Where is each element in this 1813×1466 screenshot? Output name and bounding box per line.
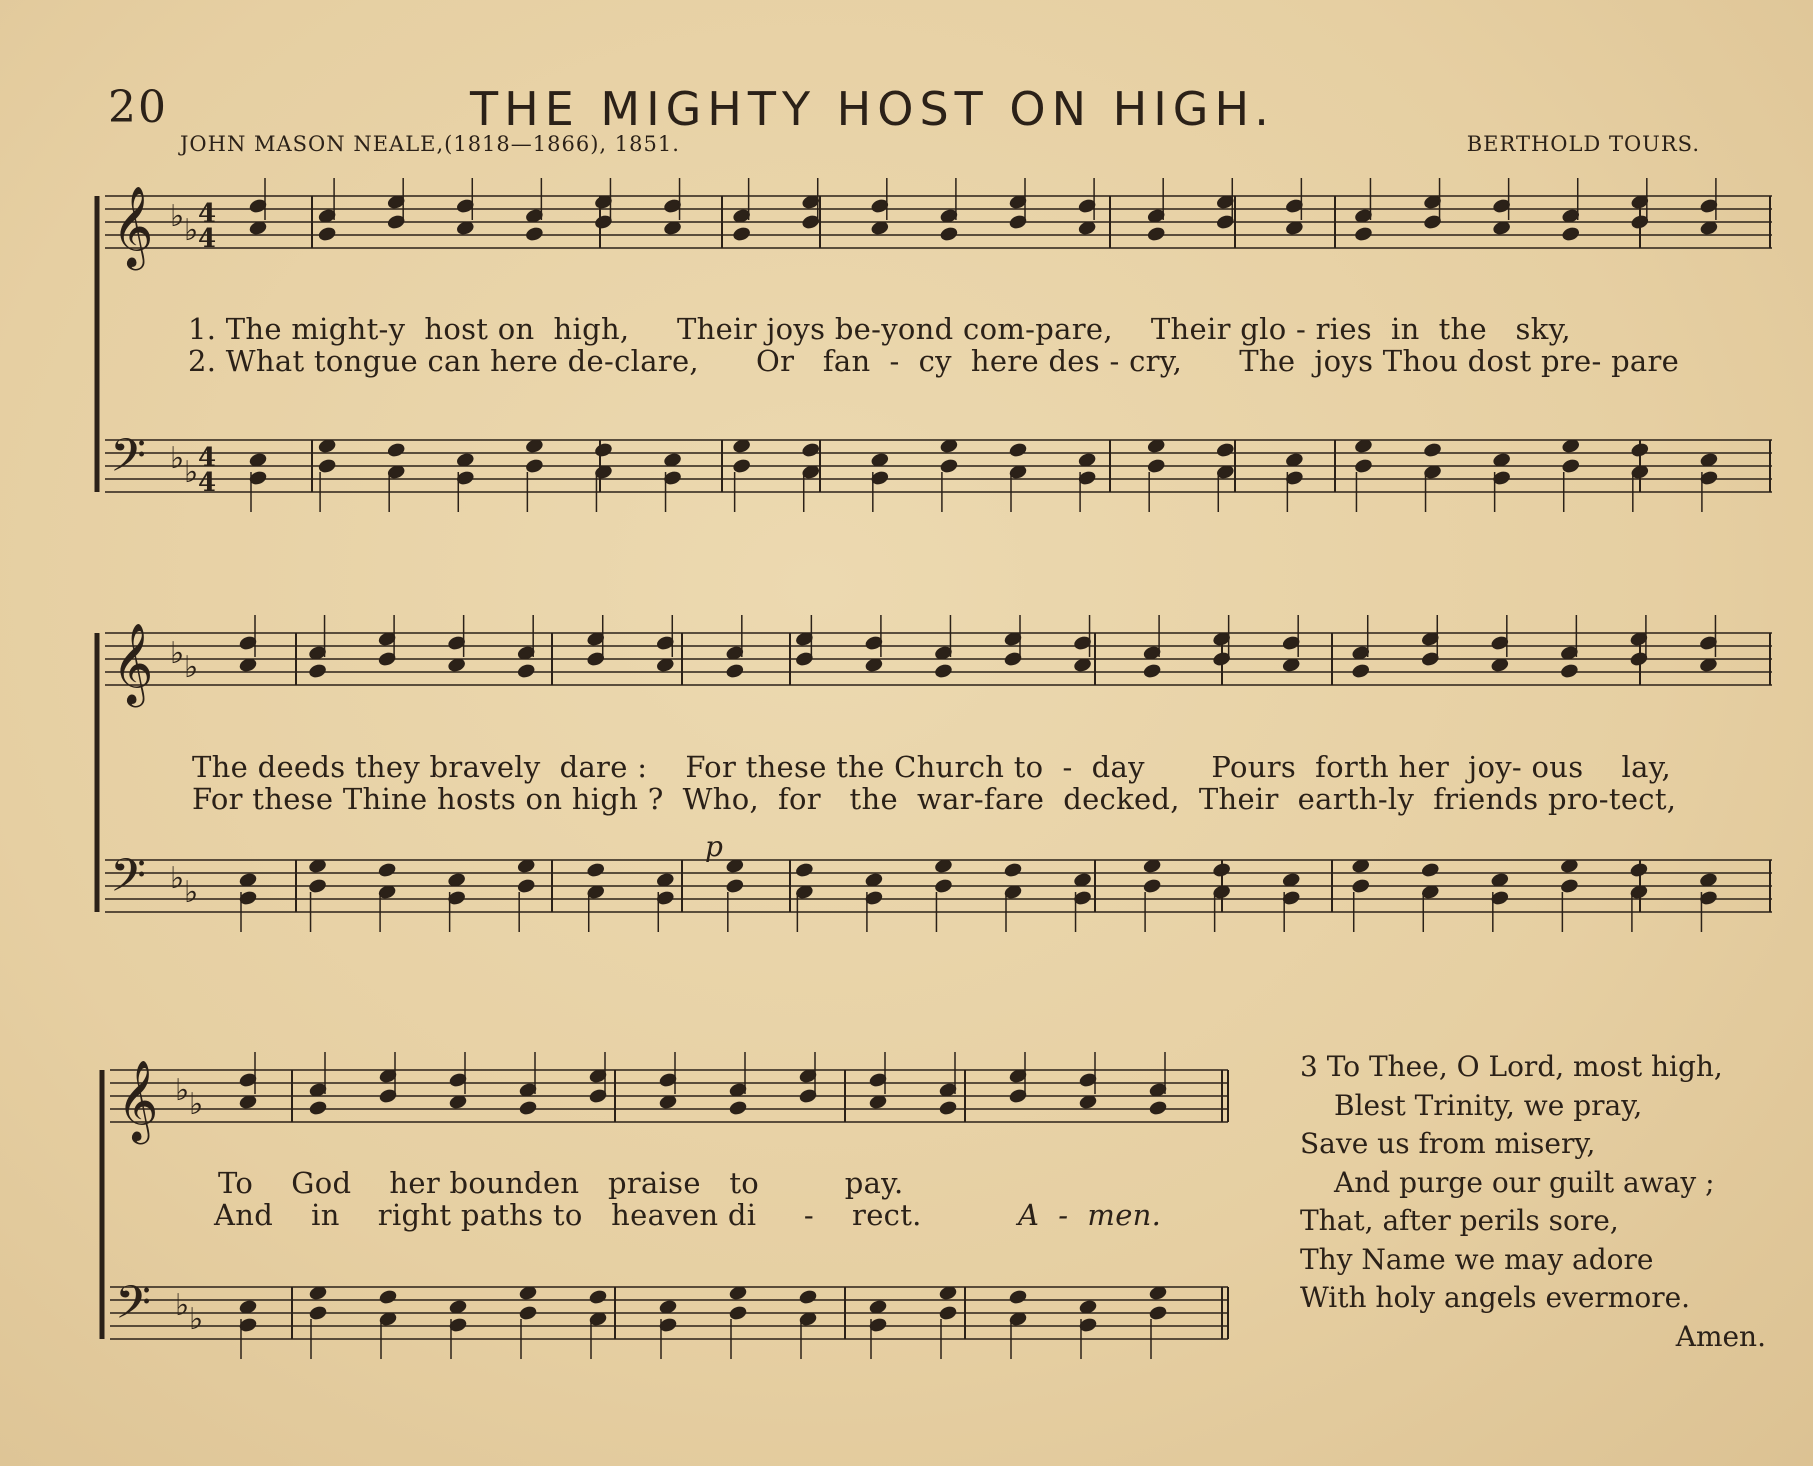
note-head (379, 1289, 398, 1305)
note-head (378, 862, 397, 878)
note-head (1351, 878, 1370, 894)
note-head (1143, 663, 1162, 679)
note-head (729, 1100, 748, 1116)
svg-text:4: 4 (198, 199, 217, 229)
page-number: 20 (108, 82, 168, 133)
verse3-amen: Amen. (1675, 1319, 1766, 1353)
verse3-line: With holy angels evermore. (1300, 1281, 1691, 1314)
note-head (318, 226, 337, 242)
svg-text:♭: ♭ (170, 441, 185, 476)
note-head (1354, 458, 1373, 474)
svg-text:♭: ♭ (175, 1073, 190, 1108)
lyrics-s2-verse1: The deeds they bravely dare : For these the Church to - day Pours forth her joy- ous lay, (192, 750, 1672, 784)
note-head (1561, 226, 1580, 242)
note-head (1351, 663, 1370, 679)
svg-text:𝄢: 𝄢 (115, 1276, 152, 1341)
svg-text:4: 4 (198, 443, 217, 473)
note-head (1560, 663, 1579, 679)
lyrics-s2-verse2: For these Thine hosts on high ? Who, for the war-fare decked, Their earth-ly friends pro-tect, (192, 782, 1677, 816)
note-head (795, 862, 814, 878)
note-head (939, 1305, 958, 1321)
lyrics-s1-verse2: 2. What tongue can here de-clare, Or fan - cy here des - cry, The joys Thou dost pre- pare (188, 344, 1680, 378)
verse3-line: Thy Name we may adore (1300, 1242, 1654, 1276)
composer-credit: BERTHOLD TOURS. (1466, 132, 1700, 156)
note-head (729, 1305, 748, 1321)
svg-text:♭: ♭ (184, 650, 199, 685)
note-head (934, 663, 953, 679)
svg-text:♭: ♭ (175, 1288, 190, 1323)
note-head (1147, 226, 1166, 242)
verse3-line: That, after perils sore, (1300, 1204, 1619, 1237)
system-1-treble-staff (105, 196, 1772, 248)
lyrics-s1-verse1: 1. The might-y host on high, Their joys be-yond com-pare, Their glo - ries in the sky, (188, 312, 1571, 346)
note-head (1143, 878, 1162, 894)
lyrics-s3-verse1: To God her bounden praise to pay. (218, 1166, 904, 1200)
note-head (1147, 458, 1166, 474)
note-head (1560, 878, 1579, 894)
note-head (1354, 226, 1373, 242)
verse3-line: And purge our guilt away ; (1334, 1165, 1715, 1199)
verse-3 (1300, 1048, 1766, 1356)
svg-text:♭: ♭ (189, 1302, 204, 1337)
note-head (732, 226, 751, 242)
note-head (934, 878, 953, 894)
svg-text:4: 4 (198, 224, 217, 254)
author-credit: JOHN MASON NEALE,(1818—1866), 1851. (180, 132, 680, 156)
note-head (1149, 1100, 1168, 1116)
dynamic-marking: p (705, 830, 724, 863)
svg-text:4: 4 (198, 468, 217, 498)
note-head (519, 1305, 538, 1321)
note-head (1009, 1289, 1028, 1305)
note-head (586, 862, 605, 878)
svg-text:♭: ♭ (170, 861, 185, 896)
svg-text:𝄢: 𝄢 (110, 429, 147, 494)
lyrics-s3-verse2: And in right paths to heaven di - rect. (214, 1198, 922, 1232)
svg-text:♭: ♭ (184, 455, 199, 490)
note-head (725, 878, 744, 894)
verse3-line: Save us from misery, (1300, 1127, 1596, 1160)
svg-text:♭: ♭ (170, 199, 185, 234)
note-head (1216, 442, 1235, 458)
note-head (940, 458, 959, 474)
svg-text:♭: ♭ (189, 1087, 204, 1122)
note-head (525, 226, 544, 242)
note-head (1423, 442, 1442, 458)
svg-text:♭: ♭ (170, 636, 185, 671)
verse3-line: Blest Trinity, we pray, (1334, 1088, 1643, 1122)
note-head (1630, 442, 1649, 458)
system-2-treble-staff (105, 633, 1772, 685)
note-head (1149, 1305, 1168, 1321)
note-head (939, 1100, 958, 1116)
note-head (517, 878, 536, 894)
note-head (589, 1289, 608, 1305)
svg-text:𝄞: 𝄞 (117, 1059, 159, 1141)
system-3-bass-staff (110, 1287, 1228, 1339)
note-head (940, 226, 959, 242)
note-head (519, 1100, 538, 1116)
note-head (387, 442, 406, 458)
svg-text:𝄢: 𝄢 (110, 849, 147, 914)
note-head (1421, 862, 1440, 878)
note-head (799, 1289, 818, 1305)
note-head (1212, 862, 1231, 878)
note-head (801, 442, 820, 458)
note-head (594, 442, 613, 458)
svg-text:𝄞: 𝄞 (112, 622, 154, 704)
note-head (1630, 862, 1649, 878)
note-head (525, 458, 544, 474)
svg-text:♭: ♭ (184, 875, 199, 910)
note-head (1004, 862, 1023, 878)
note-head (517, 663, 536, 679)
note-head (725, 663, 744, 679)
svg-text:𝄞: 𝄞 (112, 185, 154, 267)
note-head (318, 458, 337, 474)
svg-text:♭: ♭ (184, 213, 199, 248)
note-head (308, 663, 327, 679)
note-head (1561, 458, 1580, 474)
system-1-bass-staff (105, 440, 1772, 492)
amen-lyric: A - men. (1018, 1198, 1162, 1232)
note-head (308, 878, 327, 894)
note-head (309, 1100, 328, 1116)
note-head (309, 1305, 328, 1321)
hymn-title: THE MIGHTY HOST ON HIGH. (470, 82, 1275, 136)
verse3-line: 3 To Thee, O Lord, most high, (1300, 1050, 1723, 1083)
note-head (732, 458, 751, 474)
note-head (1009, 442, 1028, 458)
